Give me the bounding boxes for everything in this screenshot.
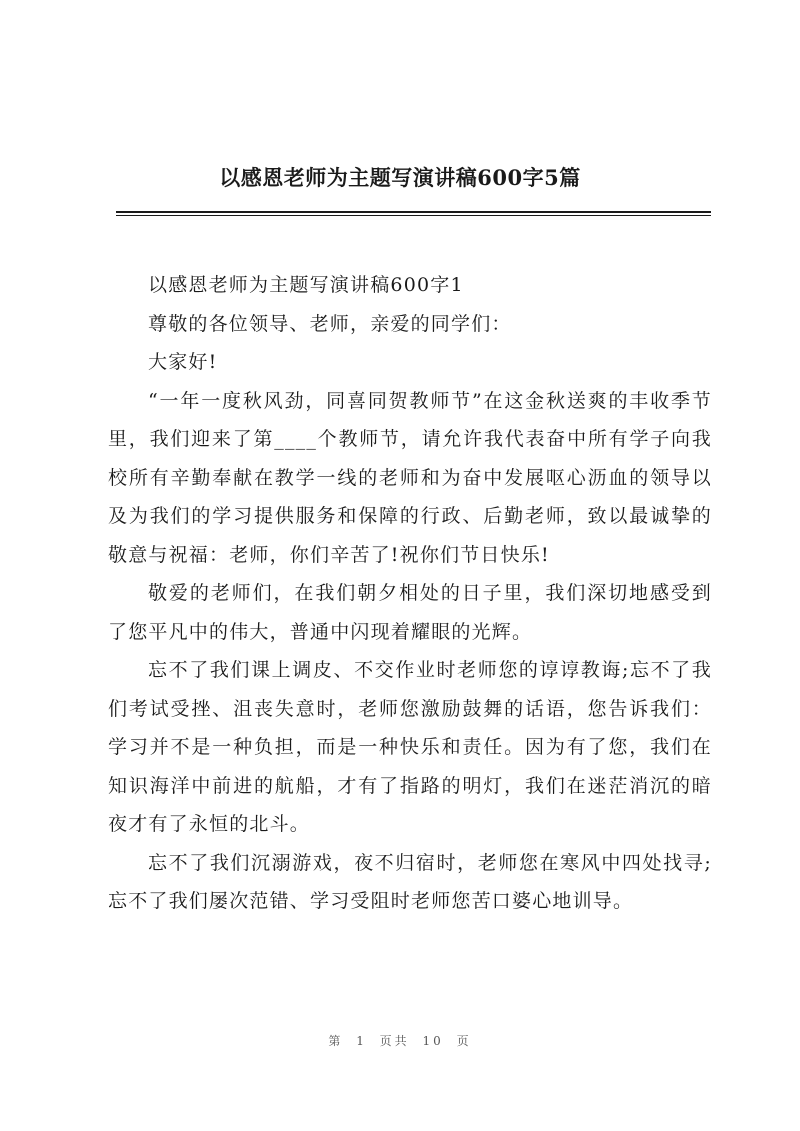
body-paragraph: 忘不了我们沉溺游戏，夜不归宿时，老师您在寒风中四处找寻;忘不了我们屡次范错、学习受阻时老师您苦口婆心地训导。 bbox=[108, 851, 712, 912]
current-page-number: 1 bbox=[356, 1034, 367, 1048]
footer-prefix: 第 bbox=[328, 1034, 344, 1048]
page-footer bbox=[0, 1032, 800, 1049]
document-body bbox=[108, 266, 712, 921]
greeting: 大家好! bbox=[148, 351, 218, 373]
section-heading: 以感恩老师为主题写演讲稿600字1 bbox=[148, 274, 464, 296]
salutation: 尊敬的各位领导、老师，亲爱的同学们： bbox=[148, 312, 512, 335]
title-rule-thick bbox=[116, 211, 711, 213]
footer-middle: 页共 bbox=[379, 1034, 410, 1048]
body-paragraph: “一年一度秋风劲，同喜同贺教师节”在这金秋送爽的丰收季节里，我们迎来了第____个教师节，请允许我代表奋中所有学子向我校所有辛勤奉献在教学一线的老师和为奋中发展呕心沥血的领导以及为我们的学习提供服务和保障的行政、后勤老师，致以最诚挚的敬意与祝福：老师，你们辛苦了!祝你们节日快乐! bbox=[108, 389, 712, 566]
body-paragraph: 敬爱的老师们，在我们朝夕相处的日子里，我们深切地感受到了您平凡中的伟大，普通中闪现着耀眼的光辉。 bbox=[108, 582, 712, 643]
body-paragraph: 忘不了我们课上调皮、不交作业时老师您的谆谆教诲;忘不了我们考试受挫、沮丧失意时，老师您激励鼓舞的话语，您告诉我们：学习并不是一种负担，而是一种快乐和责任。因为有了您，我们在知识海洋中前进的航船，才有了指路的明灯，我们在迷茫消沉的暗夜才有了永恒的北斗。 bbox=[108, 659, 712, 835]
footer-suffix: 页 bbox=[456, 1034, 472, 1048]
document-title: 以感恩老师为主题写演讲稿600字5篇 bbox=[219, 165, 581, 190]
title-rule-thin bbox=[116, 215, 711, 216]
total-page-count: 10 bbox=[422, 1034, 444, 1048]
